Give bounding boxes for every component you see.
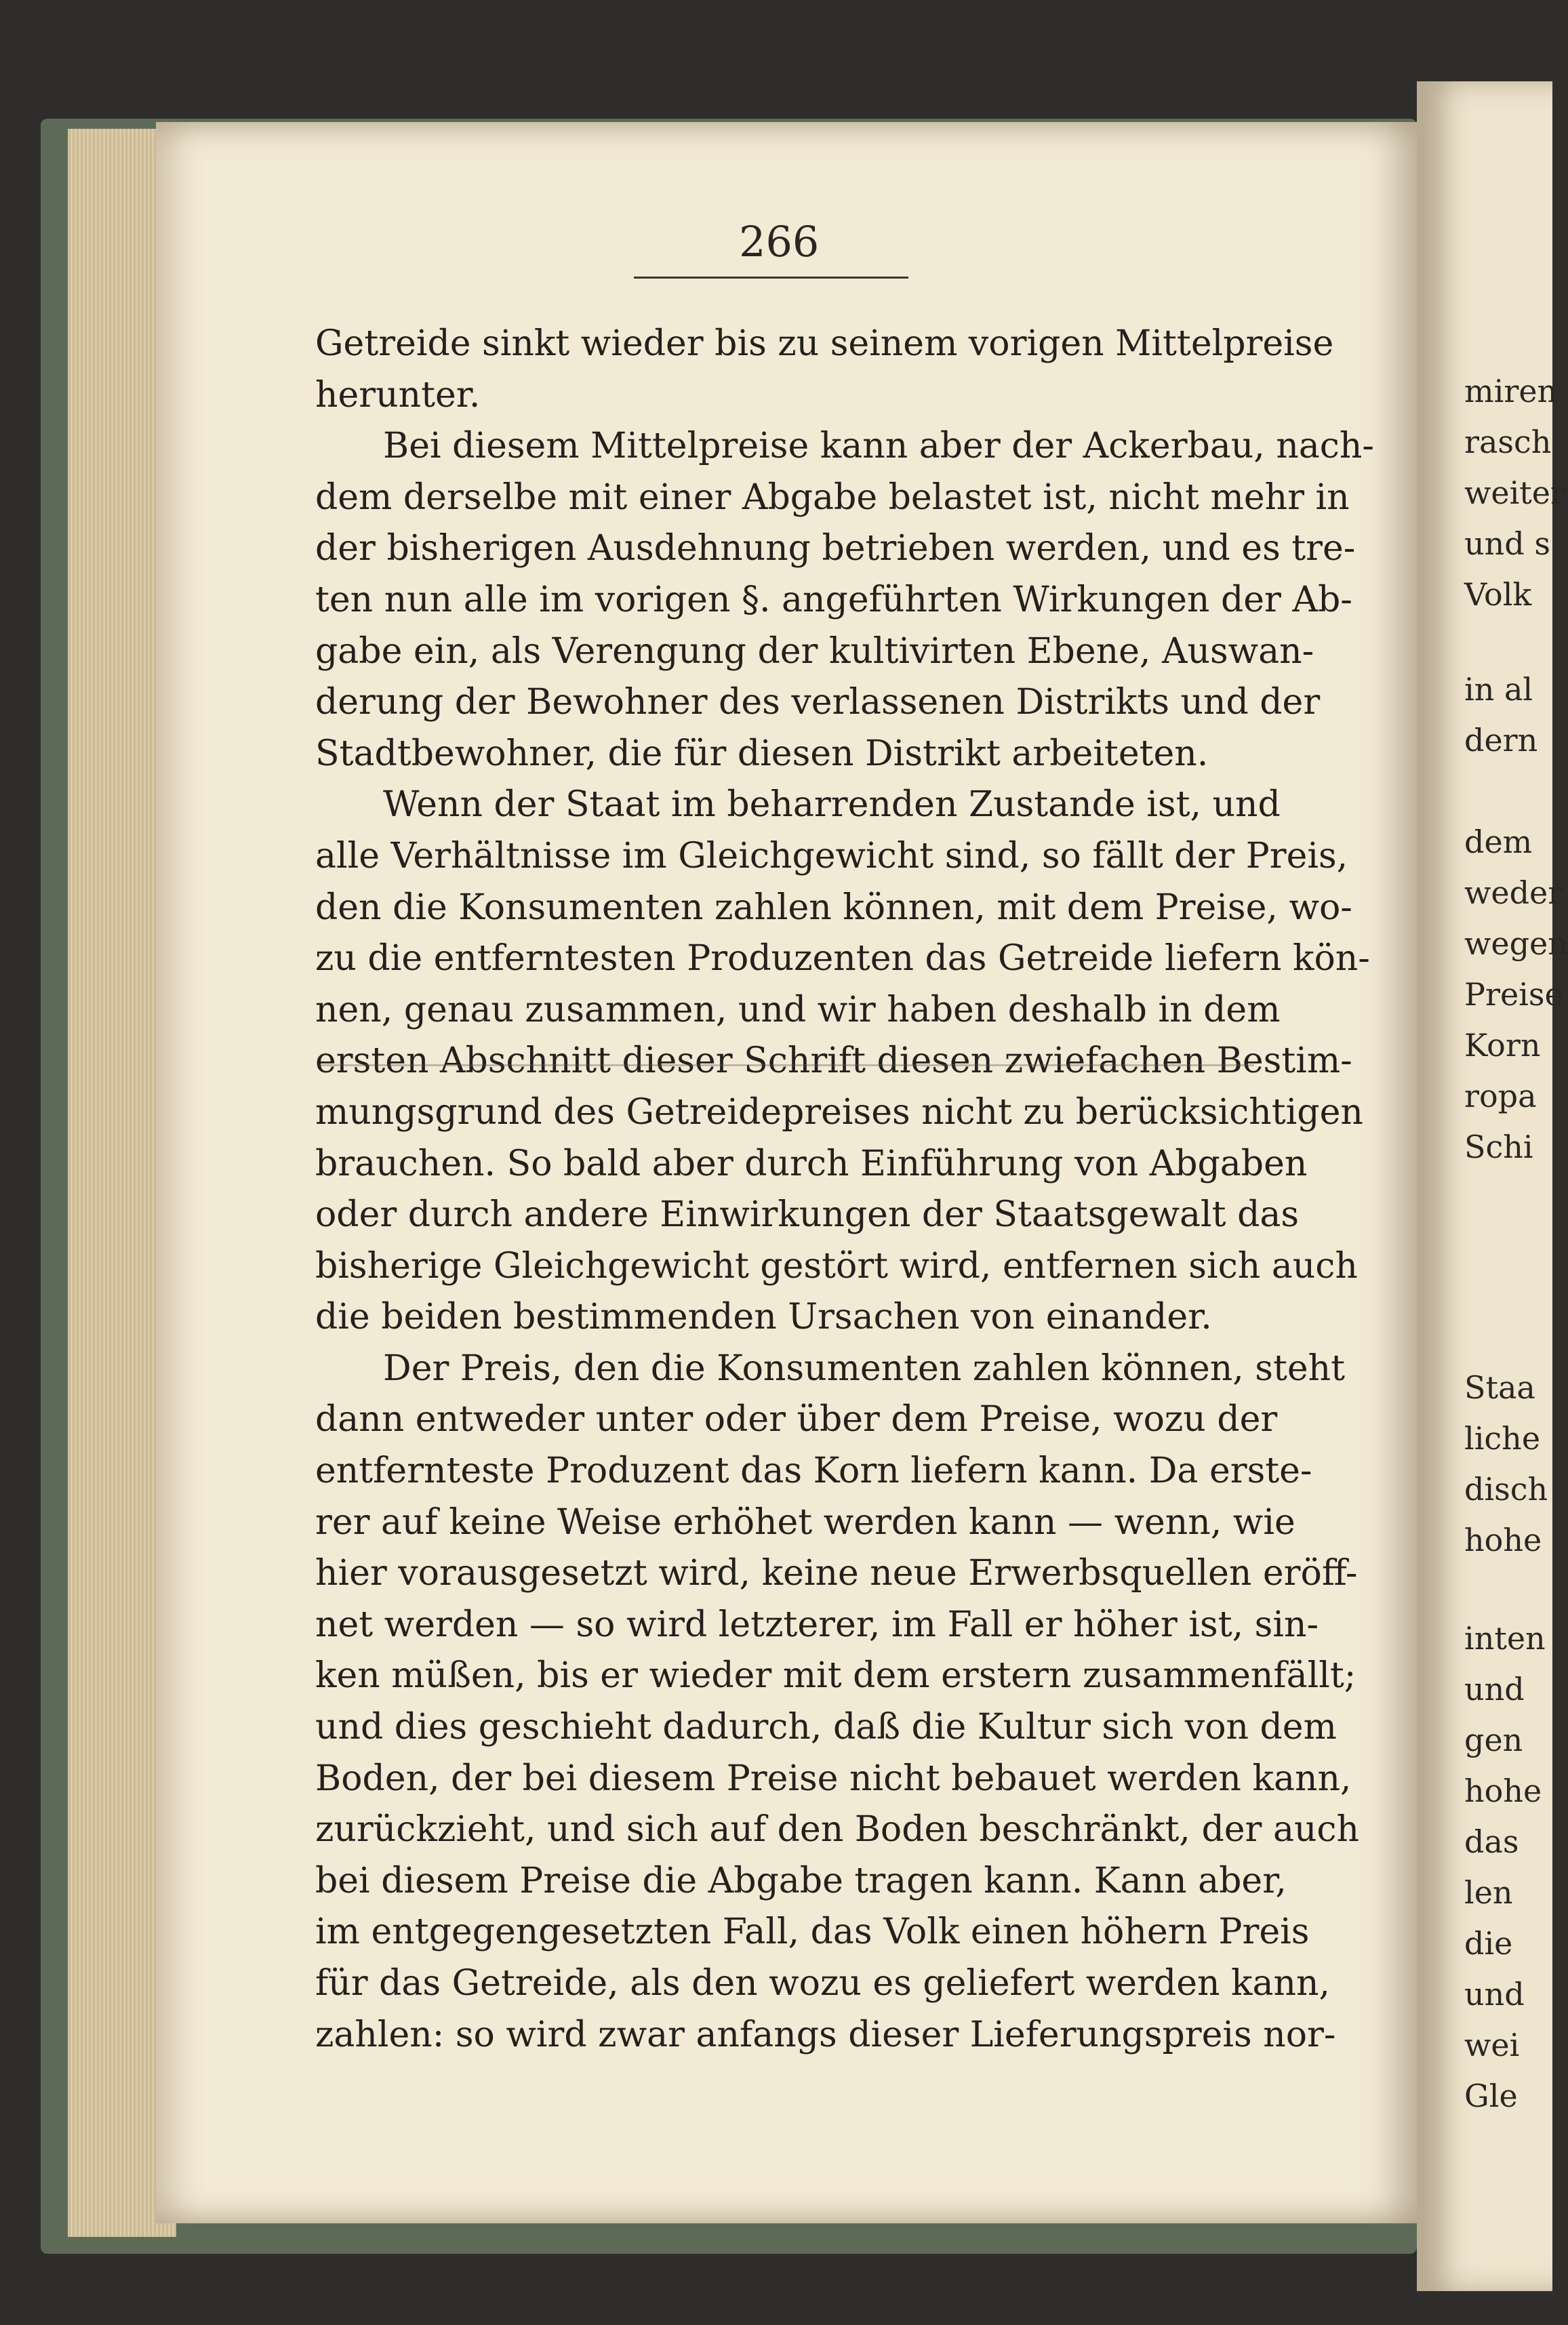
text-line: den die Konsumenten zahlen können, mit dem Preise, wo-: [315, 887, 1352, 928]
next-page-fragment: die: [1464, 1925, 1513, 1962]
next-page-fragment: Volk: [1464, 576, 1532, 613]
text-line: und dies geschieht dadurch, daß die Kultur sich von dem: [315, 1707, 1337, 1748]
next-page-fragment: inten: [1464, 1620, 1546, 1657]
next-page-fragment: len: [1464, 1874, 1513, 1911]
next-page-fragment: in al: [1464, 671, 1533, 708]
body-text: [315, 319, 1374, 2061]
text-line: oder durch andere Einwirkungen der Staatsgewalt das: [315, 1194, 1300, 1236]
next-page-fragment: dern: [1464, 722, 1538, 759]
text-line: Boden, der bei diesem Preise nicht bebauet werden kann,: [315, 1758, 1352, 1799]
next-page-fragment: wegen: [1464, 925, 1568, 962]
text-line: Wenn der Staat im beharrenden Zustande ist, und: [383, 784, 1281, 826]
text-line: gabe ein, als Verengung der kultivirten Ebene, Auswan-: [315, 630, 1314, 672]
text-line: zurückzieht, und sich auf den Boden beschränkt, der auch: [315, 1809, 1360, 1851]
header-rule: [634, 277, 908, 279]
text-line: ten nun alle im vorigen §. angeführten Wirkungen der Ab-: [315, 579, 1352, 620]
next-page-fragment: hohe: [1464, 1773, 1542, 1809]
text-line: der bisherigen Ausdehnung betrieben werden, und es tre-: [315, 528, 1356, 569]
text-line: ersten Abschnitt dieser Schrift diesen zwiefachen Bestim-: [315, 1040, 1352, 1082]
next-page-fragment: liche: [1464, 1420, 1541, 1457]
text-line: bisherige Gleichgewicht gestört wird, entfernen sich auch: [315, 1245, 1358, 1287]
next-page: [1417, 81, 1568, 2291]
text-line: alle Verhältnisse im Gleichgewicht sind, so fällt der Preis,: [315, 835, 1348, 876]
next-page-fragment: disch: [1464, 1471, 1548, 1508]
text-line: net werden — so wird letzterer, im Fall er höher ist, sin-: [315, 1604, 1319, 1645]
text-line: zahlen: so wird zwar anfangs dieser Lieferungspreis nor-: [315, 2014, 1336, 2055]
text-line: Stadtbewohner, die für diesen Distrikt arbeiteten.: [315, 733, 1209, 774]
text-line: nen, genau zusammen, und wir haben deshalb in dem: [315, 989, 1281, 1030]
text-line: Bei diesem Mittelpreise kann aber der Ackerbau, nach-: [383, 426, 1374, 467]
next-page-fragment: Staa: [1464, 1369, 1535, 1406]
next-page-fragment: und: [1464, 1976, 1525, 2013]
text-line: zu die entferntesten Produzenten das Getreide liefern kön-: [315, 938, 1370, 979]
text-line: derung der Bewohner des verlassenen Distrikts und der: [315, 682, 1321, 723]
next-page-fragment: Korn: [1464, 1027, 1541, 1064]
text-line: Der Preis, den die Konsumenten zahlen können, steht: [383, 1348, 1346, 1389]
text-line: mungsgrund des Getreidepreises nicht zu berücksichtigen: [315, 1091, 1363, 1133]
next-page-fragment: rasch: [1464, 424, 1552, 460]
next-page-fragment: wei: [1464, 2027, 1520, 2063]
text-line: im entgegengesetzten Fall, das Volk einen höhern Preis: [315, 1912, 1310, 1953]
next-page-fragment: und: [1464, 1671, 1525, 1707]
next-page-fragment: miren: [1464, 373, 1558, 409]
text-line: dem derselbe mit einer Abgabe belastet ist, nicht mehr in: [315, 477, 1350, 518]
next-page-fragment: weiter: [1464, 474, 1566, 511]
text-line: dann entweder unter oder über dem Preise, wozu der: [315, 1399, 1278, 1440]
next-page-fragment: dem: [1464, 824, 1533, 860]
next-page-fragment: Gle: [1464, 2078, 1518, 2114]
text-line: bei diesem Preise die Abgabe tragen kann. Kann aber,: [315, 1860, 1287, 1901]
text-line: für das Getreide, als den wozu es geliefert werden kann,: [315, 1963, 1331, 2004]
text-line: entfernteste Produzent das Korn liefern kann. Da erste-: [315, 1451, 1312, 1492]
next-page-fragment: das: [1464, 1823, 1519, 1860]
next-page-fragment: Preise: [1464, 976, 1563, 1013]
text-line: brauchen. So bald aber durch Einführung von Abgaben: [315, 1143, 1308, 1184]
text-line: ken müßen, bis er wieder mit dem erstern zusammenfällt;: [315, 1655, 1356, 1697]
text-line: rer auf keine Weise erhöhet werden kann — wenn, wie: [315, 1501, 1295, 1543]
next-page-fragment: hohe: [1464, 1522, 1542, 1558]
text-line: hier vorausgesetzt wird, keine neue Erwerbsquellen eröff-: [315, 1553, 1358, 1594]
pencil-underline: [319, 1064, 1254, 1066]
text-line: die beiden bestimmenden Ursachen von einander.: [315, 1297, 1212, 1338]
text-line: herunter.: [315, 374, 481, 416]
text-line: Getreide sinkt wieder bis zu seinem vorigen Mittelpreise: [315, 323, 1334, 364]
next-page-fragment: ropa: [1464, 1078, 1537, 1114]
next-page-fragment: Schi: [1464, 1129, 1533, 1165]
next-page-fragment: und s: [1464, 525, 1550, 562]
page-number: 266: [739, 217, 820, 266]
next-page-fragment: gen: [1464, 1722, 1523, 1758]
next-page-fragment: weder: [1464, 874, 1563, 911]
